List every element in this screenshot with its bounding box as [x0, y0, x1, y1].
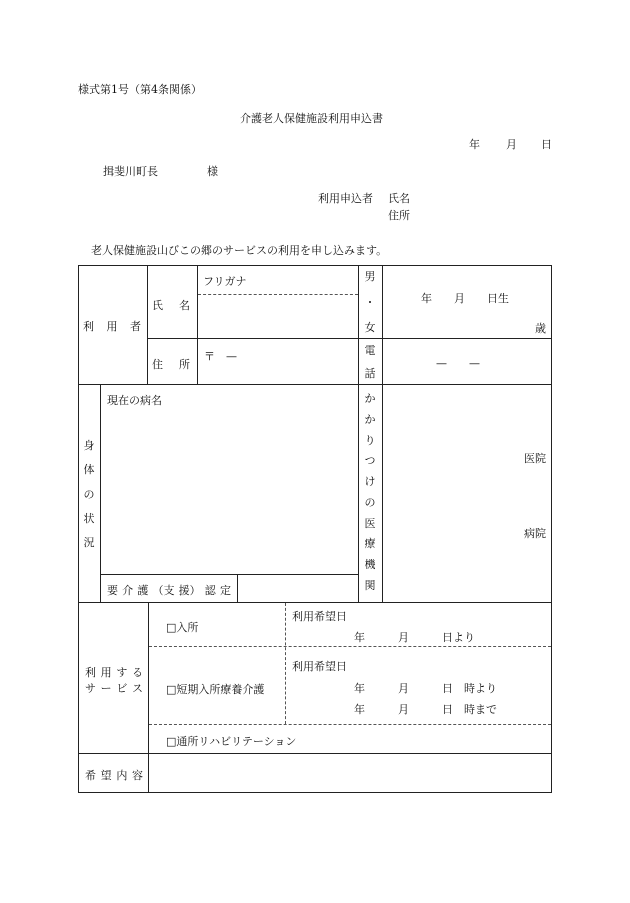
- short-stay-from-field[interactable]: 年 月 日 時より: [354, 682, 497, 695]
- applicant-label: 利用申込者: [318, 192, 373, 205]
- service-option-short-stay[interactable]: □短期入所療養介護: [166, 683, 265, 696]
- postal-code-field[interactable]: 〒 —: [204, 350, 237, 363]
- user-section-label: 利 用 者: [83, 320, 141, 333]
- phone-label: 電 話: [364, 344, 376, 380]
- care-level-label: 要 介 護 （支 援） 認 定: [107, 584, 231, 597]
- name-field[interactable]: [199, 296, 357, 337]
- current-disease-label: 現在の病名: [107, 394, 162, 407]
- short-stay-desired-date-label: 利用希望日: [292, 660, 347, 673]
- birth-date-label: 年 月 日生: [421, 292, 509, 305]
- name-label: 氏 名: [152, 299, 190, 312]
- service-label-line2: サ ー ビ ス: [85, 682, 143, 695]
- age-label: 歳: [535, 322, 546, 335]
- care-level-field[interactable]: [239, 576, 357, 601]
- service-option-day-rehab[interactable]: □通所リハビリテーション: [166, 735, 297, 748]
- gender-label: 男 ・ 女: [364, 270, 376, 334]
- date-day-label: 日: [541, 138, 552, 151]
- clinic-suffix: 医院: [524, 452, 546, 465]
- form-number: 様式第1号（第4条関係）: [78, 83, 202, 96]
- applicant-name-label: 氏名: [388, 192, 410, 205]
- wish-field[interactable]: [150, 755, 550, 791]
- admission-date-field[interactable]: 年 月 日より: [354, 631, 475, 644]
- addressee-honorific: 様: [207, 165, 218, 178]
- address-label: 住 所: [152, 358, 190, 371]
- intro-text: 老人保健施設山びこの郷のサービスの利用を申し込みます。: [91, 244, 388, 257]
- date-year-label: 年: [469, 138, 480, 151]
- service-label-line1: 利 用 す る: [85, 666, 143, 679]
- wish-label: 希 望 内 容: [85, 769, 143, 782]
- hospital-suffix: 病院: [524, 527, 546, 540]
- date-month-label: 月: [506, 138, 517, 151]
- applicant-address-label: 住所: [388, 209, 410, 222]
- service-option-admission[interactable]: □入所: [166, 621, 199, 634]
- addressee: 揖斐川町長: [103, 165, 158, 178]
- furigana-label: フリガナ: [203, 275, 247, 288]
- phone-field[interactable]: — —: [436, 357, 480, 370]
- admission-desired-date-label: 利用希望日: [292, 610, 347, 623]
- body-condition-label: 身 体 の 状 況: [83, 439, 95, 549]
- short-stay-to-field[interactable]: 年 月 日 時まで: [354, 703, 497, 716]
- page-title: 介護老人保健施設利用申込書: [240, 112, 383, 125]
- furigana-field[interactable]: [199, 268, 357, 293]
- family-doctor-label: か か り つ け の 医 療 機 関: [364, 392, 376, 592]
- current-disease-field[interactable]: [102, 410, 356, 572]
